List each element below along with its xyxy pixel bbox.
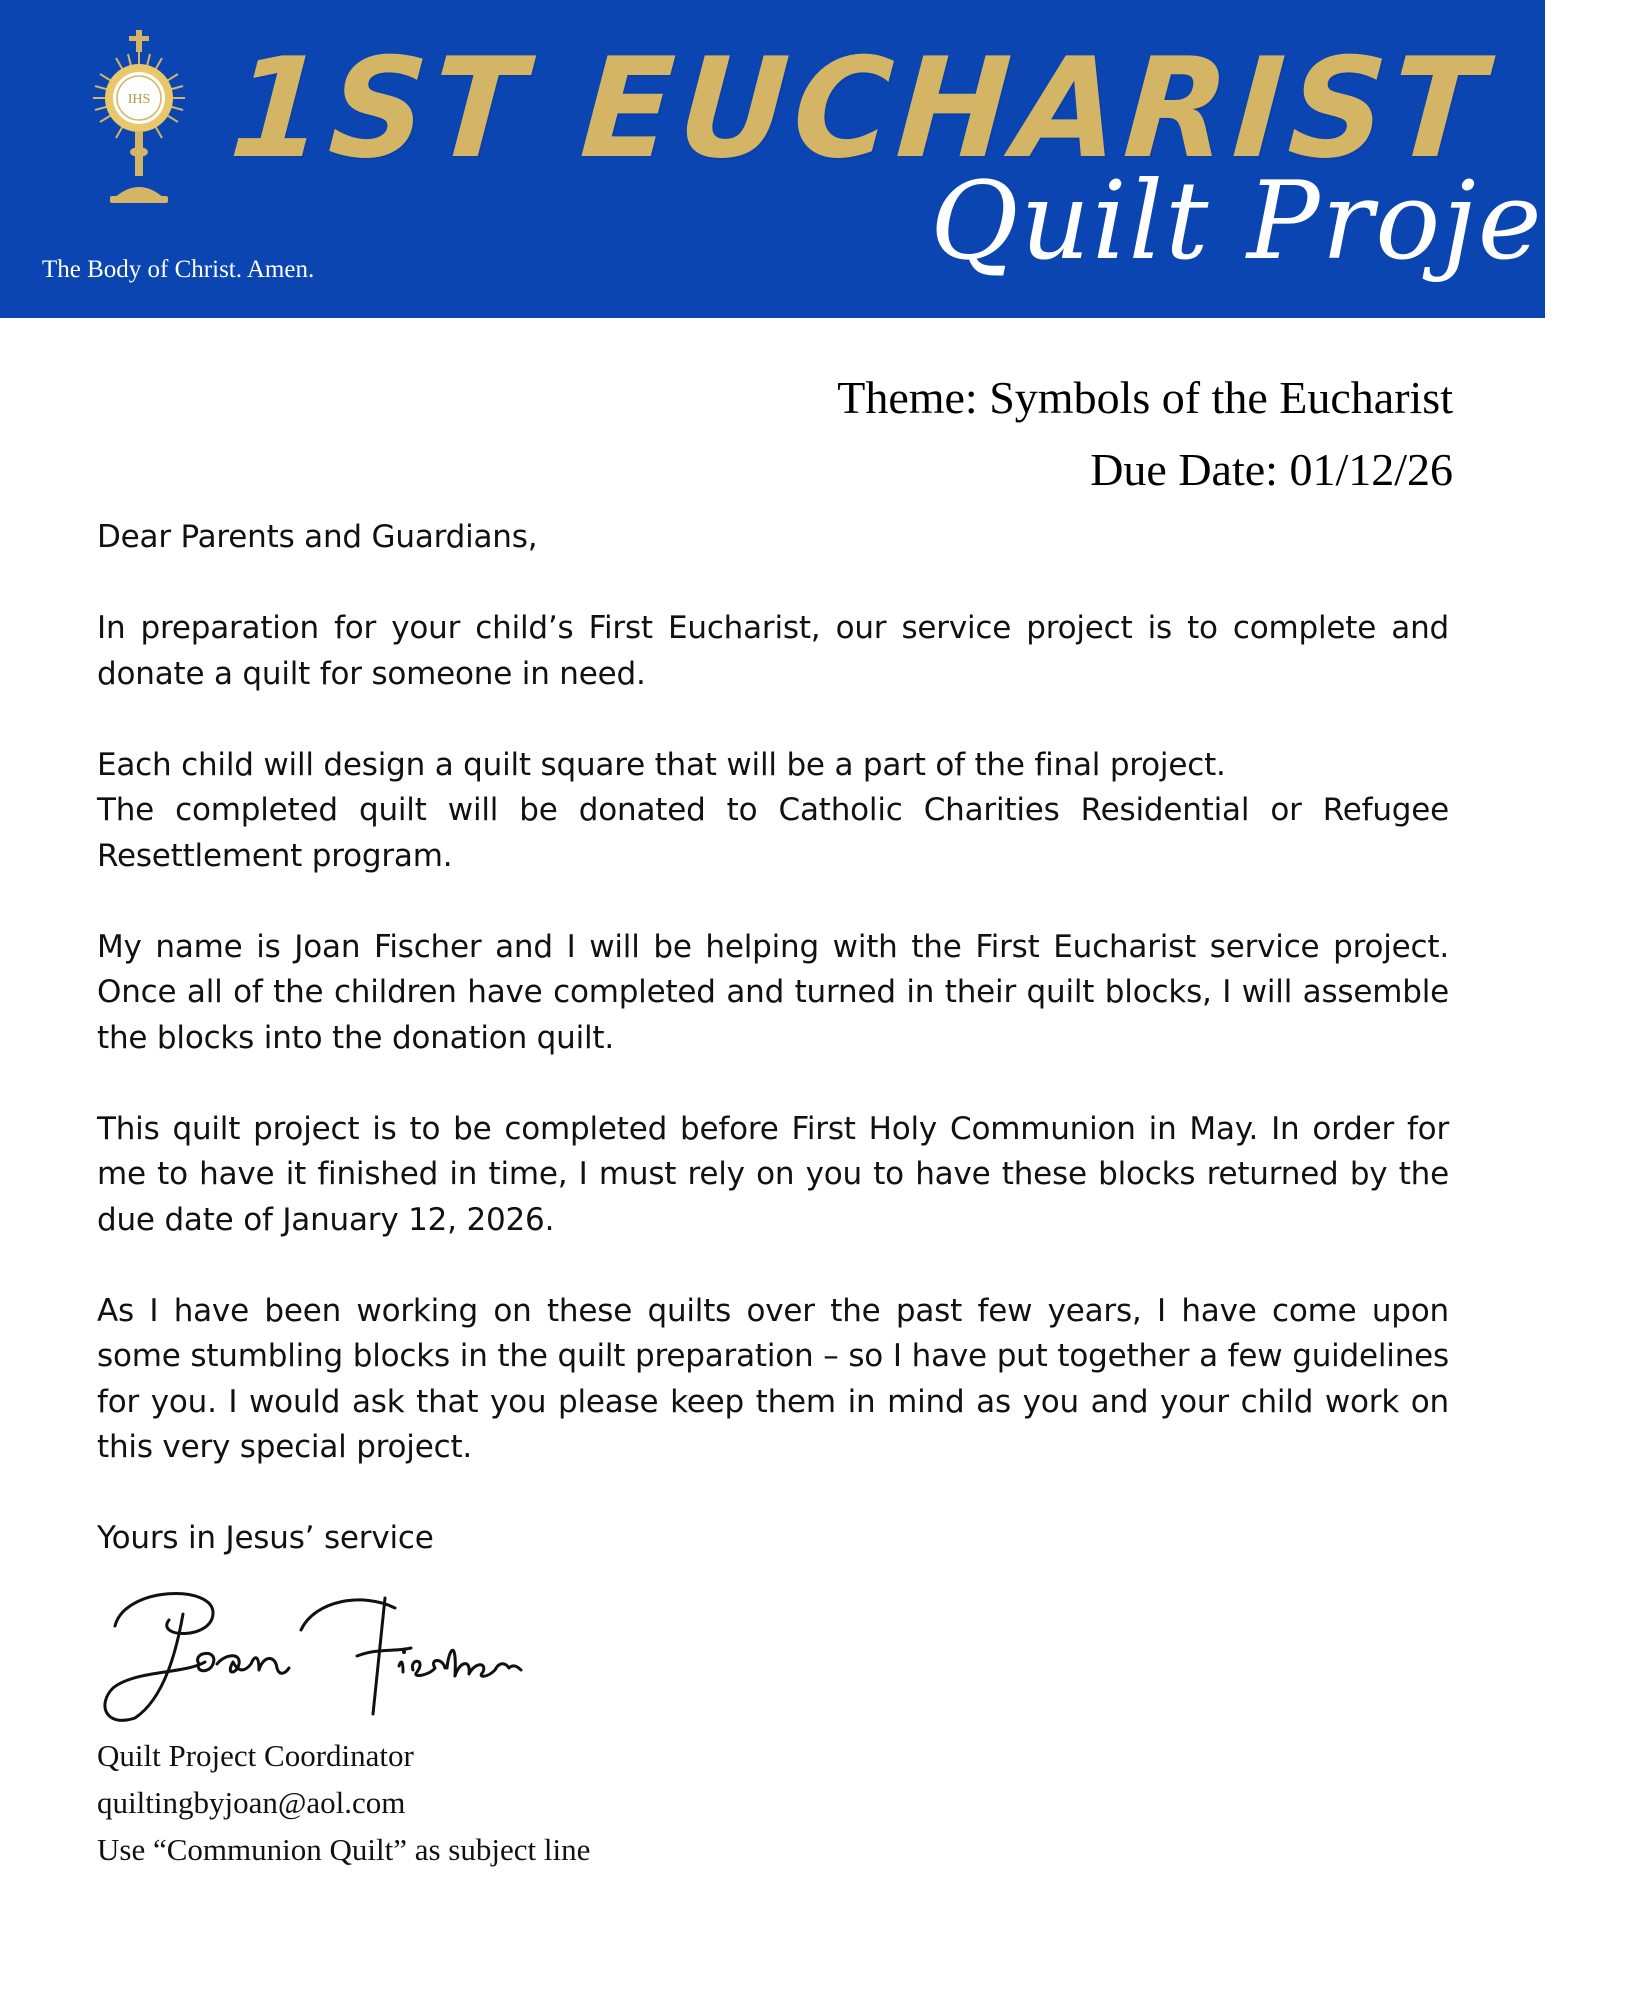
closing: Yours in Jesus’ service (97, 1520, 434, 1556)
letter-body (97, 515, 1449, 1562)
svg-text:IHS: IHS (127, 92, 151, 107)
paragraph-design: Each child will design a quilt square that will be a part of the final project. (97, 746, 1226, 783)
header-banner (0, 0, 1652, 318)
contact-block (97, 1732, 590, 1873)
paragraph-guidelines: As I have been working on these quilts over the past few years, I have come upon some stumbling blocks in the quilt preparation – so I have put together a few guidelines for you. I would ask that you please keep them in mind as you and your child work on this very special project. (97, 1292, 1449, 1465)
due-date-line: Due Date: 01/12/26 (1090, 444, 1453, 495)
monstrance-icon (84, 30, 194, 210)
coordinator-title: Quilt Project Coordinator (97, 1738, 414, 1773)
paragraph-coordinator: My name is Joan Fischer and I will be helping with the First Eucharist service project. Once all of the children have completed and turned in their quilt blocks, I will assemble the blocks into the donation quilt. (97, 928, 1449, 1056)
banner-title: 1ST EUCHARIST (225, 28, 1495, 189)
theme-line: Theme: Symbols of the Eucharist (837, 372, 1453, 423)
banner-subtitle: Quilt Project (930, 159, 1652, 284)
subject-line-note: Use “Communion Quilt” as subject line (97, 1832, 591, 1867)
salutation: Dear Parents and Guardians, (97, 519, 538, 555)
project-meta (837, 362, 1453, 506)
paragraph-donation: The completed quilt will be donated to Catholic Charities Residential or Refugee Resettlement program. (97, 792, 1449, 874)
signature (95, 1578, 535, 1728)
contact-email[interactable]: quiltingbyjoan@aol.com (97, 1785, 406, 1820)
paragraph-intro: In preparation for your child’s First Eucharist, our service project is to complete and donate a quilt for someone in need. (97, 610, 1449, 692)
banner-tagline: The Body of Christ. Amen. (42, 256, 315, 283)
paragraph-deadline: This quilt project is to be completed before First Holy Communion in May. In order for me to have it finished in time, I must rely on you to have these blocks returned by the due date of January 12, 2026. (97, 1110, 1449, 1238)
